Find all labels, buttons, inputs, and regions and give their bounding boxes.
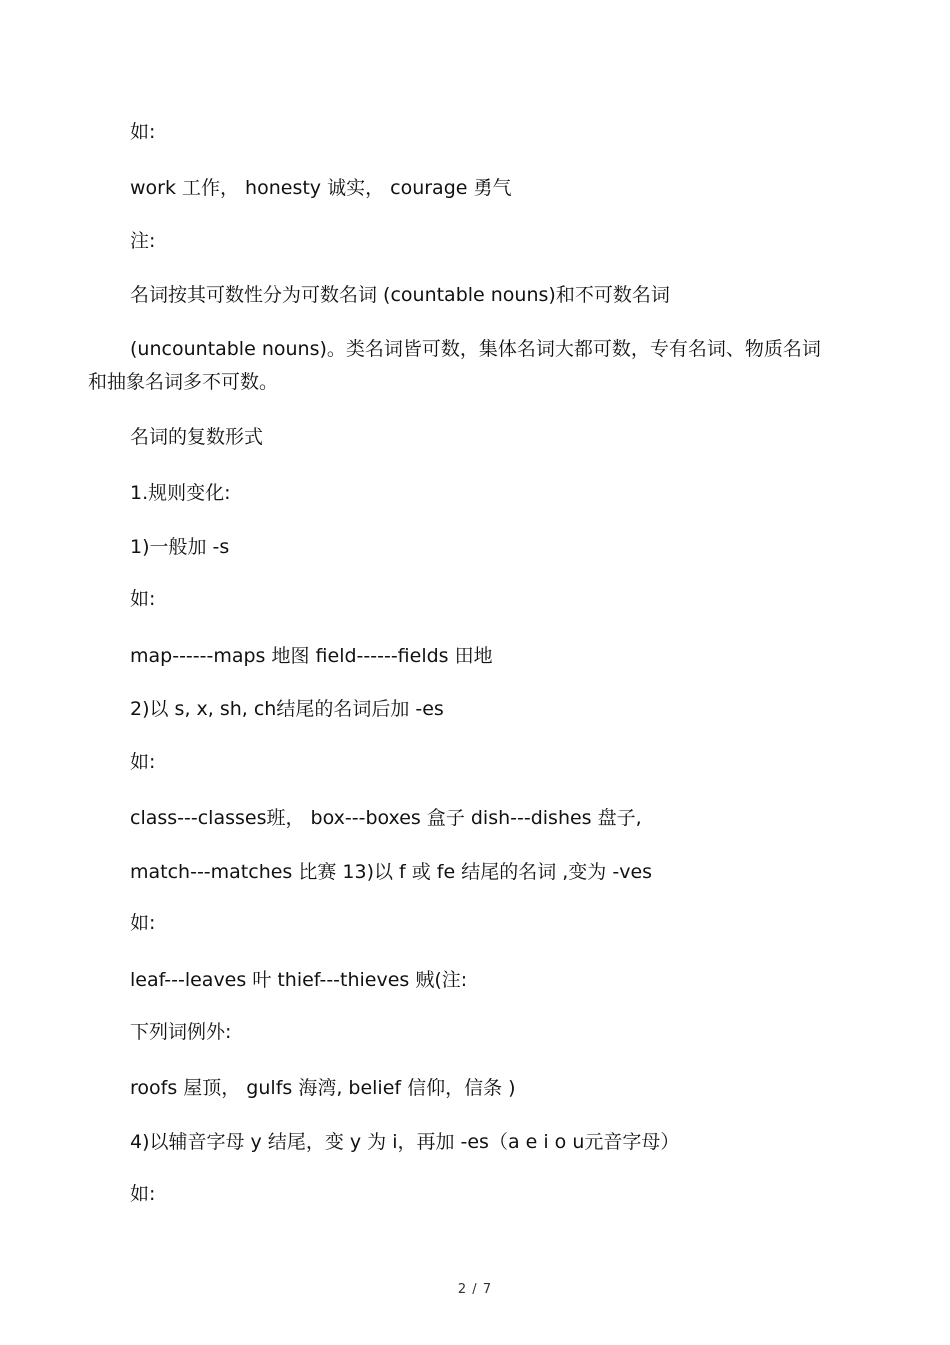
text-paragraph: (uncountable nouns)。类名词皆可数，集体名词大都可数，专有名词、物质名词和抽象名词多不可数。 <box>88 338 821 393</box>
text-line: 2)以 s, x, sh, ch结尾的名词后加 -es <box>130 698 444 720</box>
text-line: map------maps 地图 field------fields 田地 <box>130 645 493 667</box>
page-number: 2 / 7 <box>457 1282 493 1297</box>
text-line: 如: <box>130 121 156 143</box>
text-line: 下列词例外: <box>130 1021 232 1043</box>
text-line: 名词按其可数性分为可数名词 (countable nouns)和不可数名词 <box>130 284 670 306</box>
text-line: 如: <box>130 1183 156 1205</box>
text-line: 1.规则变化: <box>130 482 231 504</box>
text-line: 注: <box>130 230 156 252</box>
text-line: 如: <box>130 751 156 773</box>
text-line: class---classes班， box---boxes 盒子 dish---dishes 盘子, <box>130 807 642 829</box>
text-line: leaf---leaves 叶 thief---thieves 贼(注: <box>130 969 468 991</box>
text-line: 4)以辅音字母 y 结尾，变 y 为 i，再加 -es（a e i o u元音字母） <box>130 1131 680 1153</box>
text-line: 如: <box>130 912 156 934</box>
text-line: match---matches 比赛 13)以 f 或 fe 结尾的名词 ,变为 -ves <box>130 861 653 883</box>
text-line: 如: <box>130 588 156 610</box>
text-line: 1)一般加 -s <box>130 536 230 558</box>
text-line: roofs 屋顶， gulfs 海湾, belief 信仰，信条 ) <box>130 1077 516 1099</box>
text-line: work 工作， honesty 诚实， courage 勇气 <box>130 177 512 199</box>
section-heading: 名词的复数形式 <box>130 426 264 448</box>
